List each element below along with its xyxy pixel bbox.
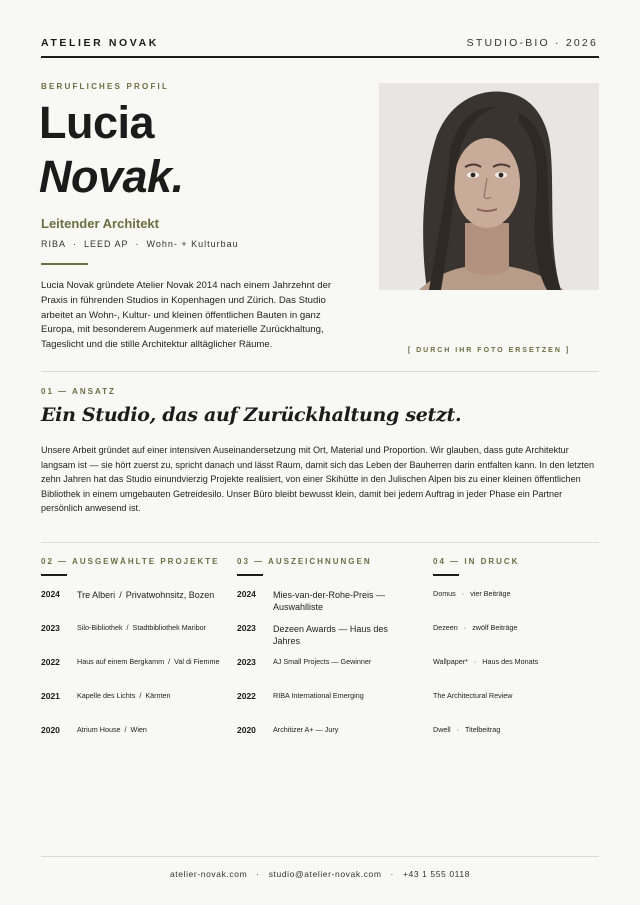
press-item [433, 691, 513, 700]
approach-title: Ein Studio, das auf Zurückhaltung setzt. [41, 404, 462, 426]
column-divider [433, 574, 459, 576]
project-year: 2023 [41, 623, 60, 633]
profile-kicker: BERUFLICHES PROFIL [41, 82, 170, 91]
project-entry: Silo-Bibliothek / Stadtbibliothek Maribor [77, 623, 207, 632]
role-title: Leitender Architekt [41, 216, 159, 231]
last-name: Novak. [39, 151, 184, 202]
award-name: AJ Small Projects — Gewinner [273, 657, 372, 666]
qualification-item: Wohn- + Kulturbau [146, 239, 239, 249]
award-year: 2023 [237, 657, 256, 667]
project-year: 2020 [41, 725, 60, 735]
project-entry: Atrium House / Wien [77, 725, 147, 734]
project-place: Privatwohnsitz, Bozen [125, 590, 215, 600]
project-entry: Tre Alberi / Privatwohnsitz, Bozen [77, 590, 215, 600]
qualifications: RIBA · LEED AP · Wohn- + Kulturbau [41, 239, 239, 249]
project-place: Val di Fiemme [174, 657, 220, 666]
approach-kicker: 01 — ANSATZ [41, 387, 116, 396]
project-year: 2021 [41, 691, 60, 701]
phone-number[interactable]: +43 1 555 0118 [402, 869, 471, 879]
award-year: 2023 [237, 623, 256, 633]
press-note: Titelbeitrag [464, 725, 501, 734]
project-place: Stadtbibliothek Maribor [132, 623, 207, 632]
section-divider [41, 542, 599, 543]
press-note: Haus des Monats [482, 657, 539, 666]
email-link[interactable]: studio@atelier-novak.com [268, 869, 382, 879]
website-link[interactable]: atelier-novak.com [169, 869, 248, 879]
awards-kicker: 03 — AUSZEICHNUNGEN [237, 557, 372, 566]
projects-kicker: 02 — AUSGEWÄHLTE PROJEKTE [41, 557, 220, 566]
header-divider [41, 56, 599, 58]
award-year: 2024 [237, 589, 256, 599]
project-year: 2022 [41, 657, 60, 667]
photo-placeholder-caption: [ DURCH IHR FOTO ERSETZEN ] [407, 347, 571, 354]
project-entry: Haus auf einem Bergkamm / Val di Fiemme [77, 657, 220, 666]
project-name: Tre Alberi [77, 590, 116, 600]
press-outlet: The Architectural Review [433, 691, 513, 700]
award-year: 2022 [237, 691, 256, 701]
project-name: Atrium House [77, 725, 121, 734]
press-item: Domus · vier Beiträge [433, 589, 511, 598]
press-note: zwölf Beiträge [472, 623, 518, 632]
press-outlet: Dwell [433, 725, 451, 734]
qualification-item: LEED AP [84, 239, 129, 249]
press-item: Dwell · Titelbeitrag [433, 725, 501, 734]
footer-divider [41, 856, 599, 857]
press-outlet: Dezeen [433, 623, 458, 632]
press-outlet: Domus [433, 589, 456, 598]
qualification-item: RIBA [41, 239, 67, 249]
award-name: Architizer A+ — Jury [273, 725, 339, 734]
project-year: 2024 [41, 589, 60, 599]
project-name: Kapelle des Lichts [77, 691, 136, 700]
document-tag: STUDIO-BIO · 2026 [466, 37, 598, 49]
project-name: Silo-Bibliothek [77, 623, 123, 632]
brand-name: ATELIER NOVAK [41, 37, 159, 49]
award-name: Mies-van-der-Rohe-Preis — Auswahlliste [273, 590, 386, 612]
column-divider [41, 574, 67, 576]
press-item: Wallpaper* · Haus des Monats [433, 657, 539, 666]
column-divider [237, 574, 263, 576]
project-place: Wien [130, 725, 147, 734]
first-name: Lucia [39, 97, 155, 148]
press-note: vier Beiträge [470, 589, 511, 598]
project-place: Kärnten [145, 691, 171, 700]
contact-footer: atelier-novak.com · studio@atelier-novak.com · +43 1 555 0118 [169, 869, 471, 879]
award-name: Dezeen Awards — Haus des Jahres [273, 624, 388, 646]
project-name: Haus auf einem Bergkamm [77, 657, 165, 666]
project-entry: Kapelle des Lichts / Kärnten [77, 691, 171, 700]
press-kicker: 04 — IN DRUCK [433, 557, 520, 566]
press-outlet: Wallpaper* [433, 657, 468, 666]
award-name: RIBA International Emerging [273, 691, 364, 700]
bio-text: Lucia Novak gründete Atelier Novak 2014 nach einem Jahrzehnt der Praxis in führenden Studios in Kopenhagen und Zürich. Das Studio arbeitet an Wohn-, Kultur- und kleinen öffentlichen Bauten in ganz Europa, mit besonderem Augenmerk auf materielle Zurückhaltung, Tageslicht und die stille Architektur alltäglicher Räume. [41, 280, 332, 351]
accent-divider [41, 263, 88, 265]
press-item: Dezeen · zwölf Beiträge [433, 623, 518, 632]
section-divider [41, 371, 599, 372]
portrait-photo [379, 83, 599, 290]
approach-text: Unsere Arbeit gründet auf einer intensiven Auseinandersetzung mit Ort, Material und Proportion. Wir glauben, dass gute Architektur langsam ist — sie hört zuerst zu, spricht danach und lässt Raum, damit sich das Leben der Bauherren darin entfalten kann. In den letzten zehn Jahren hat das Studio einundvierzig Projekte realisiert, von einer Skihütte in den Julischen Alpen bis zu einer kleinen öffentlichen Bibliothek in einem umgebauten Getreidesilo. Unser Büro bleibt bewusst klein, damit bei jedem Auftrag in jeder Phase ein Partner persönlich anwesend ist. [41, 445, 595, 514]
award-year: 2020 [237, 725, 256, 735]
